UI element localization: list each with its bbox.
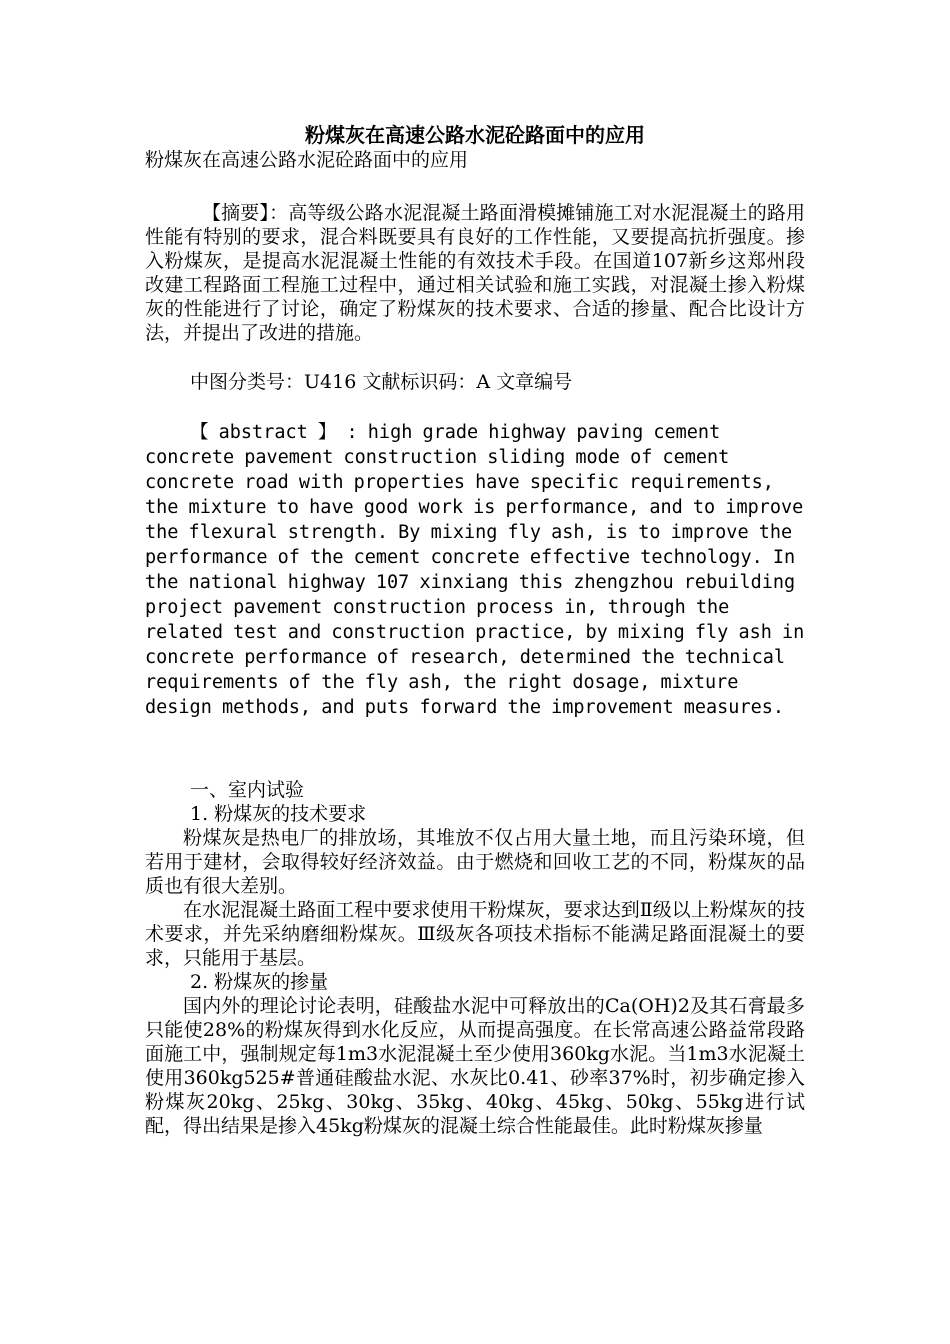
subsection-heading: 2. 粉煤灰的掺量: [190, 971, 329, 993]
document-title: 粉煤灰在高速公路水泥砼路面中的应用: [305, 123, 645, 147]
subsection-heading: 1. 粉煤灰的技术要求: [190, 803, 367, 825]
classification-line: 中图分类号：U416 文献标识码：A 文章编号: [190, 371, 573, 393]
document-subtitle: 粉煤灰在高速公路水泥砼路面中的应用: [145, 149, 469, 171]
section-heading: 一、室内试验: [190, 779, 305, 801]
abstract-chinese: 【摘要】：高等级公路水泥混凝土路面滑模摊铺施工对水泥混凝土的路用性能有特别的要求，混合料既要具有良好的工作性能，又要提高抗折强度。掺入粉煤灰，是提高水泥混凝土性能的有效技术手段。在国道107新乡这郑州段改建工程路面工程施工过程中，通过相关试验和施工实践，对混凝土掺入粉煤灰的性能进行了讨论，确定了粉煤灰的技术要求、合适的掺量、配合比设计方法，并提出了改进的措施。: [145, 202, 805, 344]
paragraph: 在水泥混凝土路面工程中要求使用干粉煤灰，要求达到Ⅱ级以上粉煤灰的技术要求，并先采纳磨细粉煤灰。Ⅲ级灰各项技术指标不能满足路面混凝土的要求，只能用于基层。: [145, 899, 805, 969]
document-page: [145, 122, 805, 1138]
paragraph: 粉煤灰是热电厂的排放场，其堆放不仅占用大量土地，而且污染环境，但若用于建材，会取得较好经济效益。由于燃烧和回收工艺的不同，粉煤灰的品质也有很大差别。: [145, 827, 805, 897]
abstract-english: 【 abstract 】 : high grade highway paving cement concrete pavement construction sliding mode of cement concrete road with properties have specific requirements, the mixture to have good work is performance, and to improve the flexural strength. By mixing fly ash, is to improve the performance of the cement concrete effective technology. In the national highway 107 xinxiang this zhengzhou rebuilding project pavement construction process in, through the related test and construction practice, by mixing fly ash in concrete performance of research, determined the technical requirements of the fly ash, the right dosage, mixture design methods, and puts forward the improvement measures.: [145, 422, 805, 718]
paragraph: 国内外的理论讨论表明，硅酸盐水泥中可释放出的Ca(OH)2及其石膏最多只能使28%的粉煤灰得到水化反应，从而提高强度。在长常高速公路益常段路面施工中，强制规定每1m3水泥混凝土至少使用360kg水泥。当1m3水泥凝土使用360kg525#普通硅酸盐水泥、水灰比0.41、砂率37%时，初步确定掺入粉煤灰20kg、25kg、30kg、35kg、40kg、45kg、50kg、55kg进行试配，得出结果是掺入45kg粉煤灰的混凝土综合性能最佳。此时粉煤灰掺量: [145, 995, 805, 1137]
